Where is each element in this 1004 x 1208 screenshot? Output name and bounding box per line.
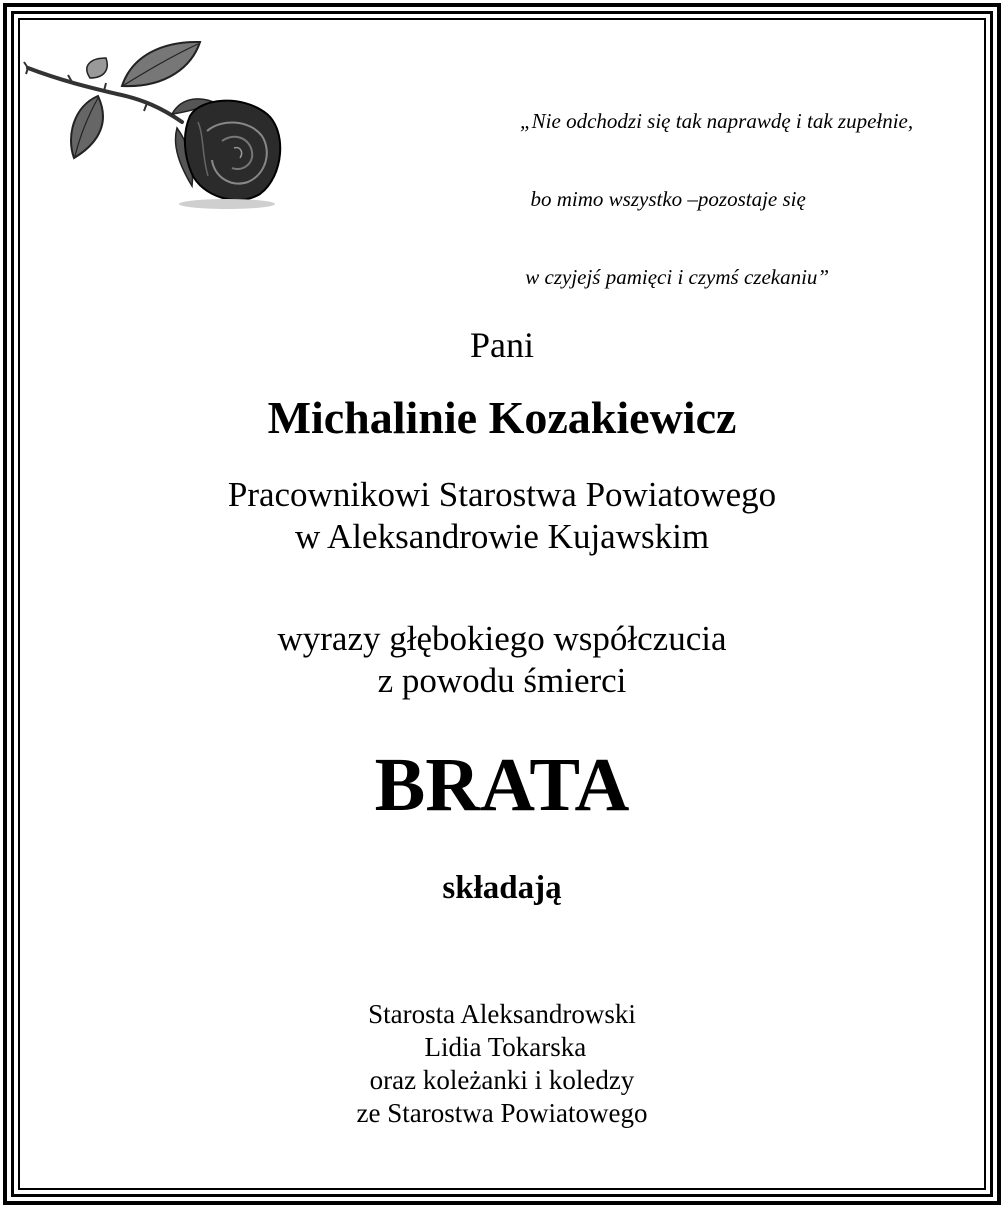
- quote-line-2: bo mimo wszystko –pozostaje się: [520, 187, 806, 211]
- offer-verb: składają: [442, 870, 562, 906]
- sympathy-line-2: z powodu śmierci: [377, 661, 627, 700]
- signature-line-1: Starosta Aleksandrowski: [368, 999, 636, 1029]
- deceased-relation: BRATA: [374, 743, 630, 827]
- sympathy-line-1: wyrazy głębokiego współczucia: [277, 619, 727, 658]
- signature-line-2: Lidia Tokarska: [417, 1032, 587, 1062]
- recipient-name: Michalinie Kozakiewicz: [267, 392, 737, 443]
- sympathy-text: [22, 618, 982, 702]
- quote-line-3: w czyjejś pamięci i czymś czekaniu”: [520, 265, 830, 289]
- rose-icon: [22, 36, 292, 211]
- quote-line-1: „Nie odchodzi się tak naprawdę i tak zupełnie,: [520, 109, 914, 133]
- epigraph-quote: [520, 56, 990, 316]
- salutation: Pani: [469, 325, 534, 365]
- signature-line-4: ze Starostwa Powiatowego: [356, 1098, 648, 1128]
- signature-block: [22, 998, 982, 1130]
- role-line-2: w Aleksandrowie Kujawskim: [294, 517, 710, 556]
- signature-line-3: oraz koleżanki i koledzy: [369, 1065, 635, 1095]
- recipient-role: [22, 474, 982, 558]
- role-line-1: Pracownikowi Starostwa Powiatowego: [227, 475, 777, 514]
